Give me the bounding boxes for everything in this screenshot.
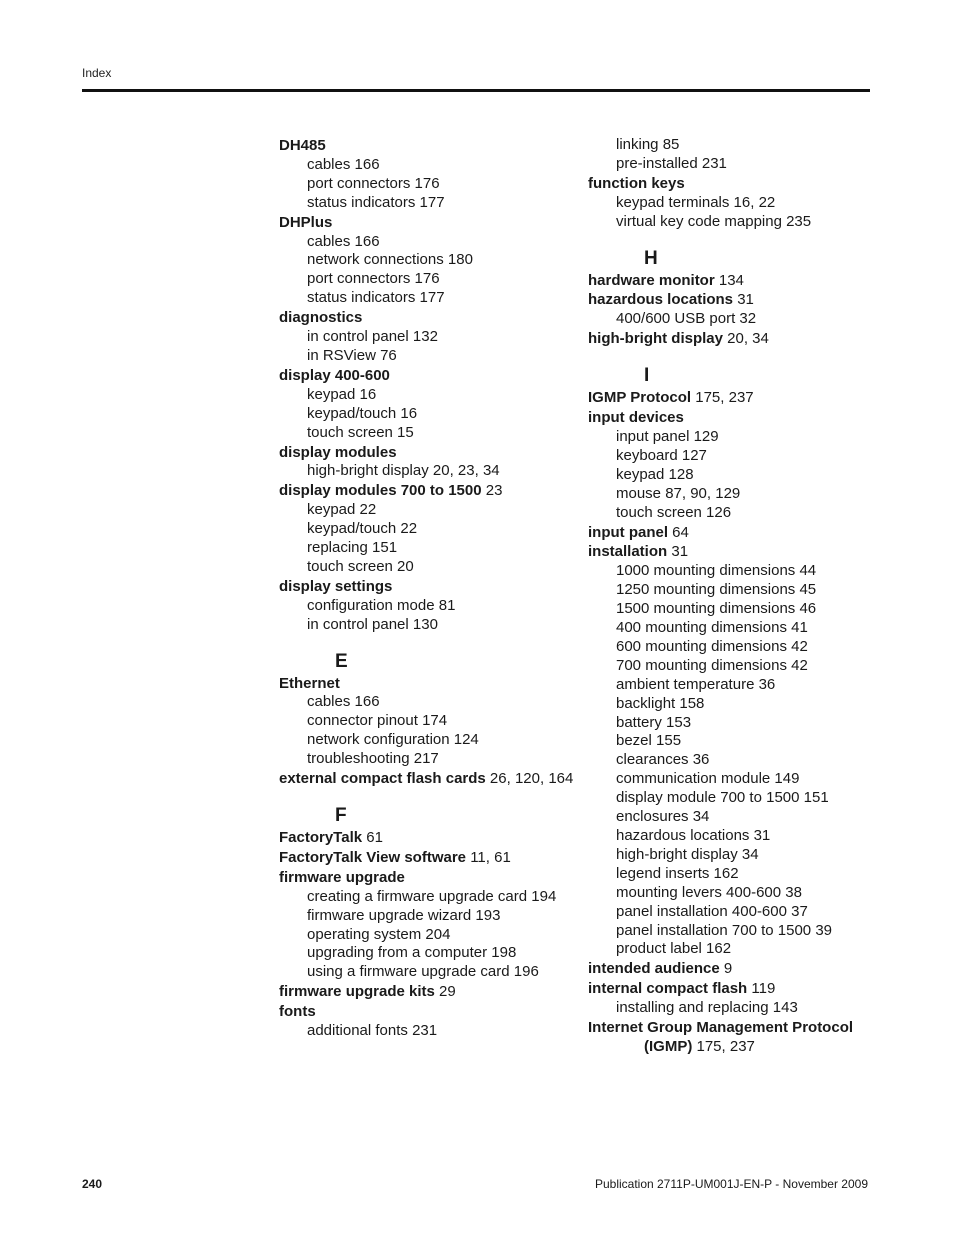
index-subentry: virtual key code mapping 235: [616, 212, 812, 230]
index-entry: [588, 175, 888, 194]
index-subentry: 1250 mounting dimensions 45: [616, 581, 817, 599]
index-subentry: using a firmware upgrade card 196: [307, 963, 539, 981]
index-subentry: linking 85: [616, 136, 680, 153]
index-subentry: product label 162: [616, 940, 732, 958]
index-subentry: enclosures 34: [616, 808, 710, 826]
index-entry: [279, 137, 579, 156]
index-letter-heading: H: [644, 247, 658, 269]
index-entry: [279, 675, 579, 694]
index-page-refs: 9: [719, 960, 733, 978]
index-term: display 400-600: [279, 366, 390, 384]
index-entry: [279, 869, 579, 888]
index-page-refs: 134: [714, 271, 744, 289]
index-page-refs: 23: [481, 482, 503, 500]
index-page-refs: 26, 120, 164: [485, 770, 574, 788]
index-entry: [588, 409, 888, 428]
running-header: Index: [82, 66, 112, 80]
index-subentry: status indicators 177: [307, 193, 445, 211]
publication-info: Publication 2711P-UM001J-EN-P - November 2009: [594, 1177, 868, 1191]
index-subentry: keypad 128: [616, 465, 694, 483]
index-subentry: battery 153: [616, 713, 692, 731]
index-term: input panel: [588, 523, 668, 541]
index-entry: [279, 1003, 579, 1022]
index-entry: [588, 980, 888, 999]
index-entry: [279, 309, 579, 328]
index-subentry: in RSView 76: [307, 346, 397, 364]
index-subentry: keypad 16: [307, 385, 377, 403]
index-subentry: additional fonts 231: [307, 1022, 438, 1040]
index-subentry: cables 166: [307, 232, 380, 250]
index-letter-heading: F: [335, 805, 347, 826]
index-term: hardware monitor: [588, 271, 715, 289]
index-subentry: 400/600 USB port 32: [616, 310, 757, 328]
index-subentry: touch screen 20: [307, 557, 414, 575]
index-subentry: 1500 mounting dimensions 46: [616, 600, 817, 618]
index-letter-heading: I: [644, 365, 650, 387]
index-term: Internet Group Management Protocol: [588, 1019, 854, 1037]
index-subentry: cables 166: [307, 693, 380, 711]
index-subentry: operating system 204: [307, 925, 451, 943]
index-page-refs: 11, 61: [466, 848, 511, 866]
index-subentry: in control panel 130: [307, 615, 438, 633]
index-subentry: pre-installed 231: [616, 154, 727, 172]
index-subentry: panel installation 700 to 1500 39: [616, 921, 833, 939]
index-subentry: cables 166: [307, 155, 380, 173]
index-term: firmware upgrade kits: [279, 983, 435, 1001]
index-subentry: configuration mode 81: [307, 596, 456, 614]
index-entry: [279, 849, 579, 868]
index-page-refs: 175, 237: [692, 1037, 755, 1055]
index-column-left: [279, 136, 579, 1041]
index-subentry: in control panel 132: [307, 328, 438, 346]
index-column-right: [588, 136, 888, 1057]
index-subentry: creating a firmware upgrade card 194: [307, 887, 557, 905]
index-letter-heading: E: [335, 650, 348, 672]
index-subentry: port connectors 176: [307, 270, 440, 288]
index-subentry: bezel 155: [616, 732, 682, 750]
index-subentry: troubleshooting 217: [307, 750, 439, 768]
index-subentry: ambient temperature 36: [616, 675, 776, 693]
index-term: FactoryTalk: [279, 829, 363, 846]
index-entry: [279, 444, 579, 463]
index-entry: [588, 1019, 888, 1038]
index-subentry: mounting levers 400-600 38: [616, 883, 802, 901]
index-page-refs: 119: [747, 980, 776, 998]
index-subentry: 1000 mounting dimensions 44: [616, 562, 817, 580]
index-subentry: touch screen 126: [616, 503, 732, 521]
index-entry: [279, 482, 579, 501]
index-term: fonts: [279, 1003, 316, 1021]
index-entry: [588, 330, 888, 349]
index-term: diagnostics: [279, 309, 363, 327]
index-subentry: firmware upgrade wizard 193: [307, 906, 501, 924]
index-entry: [279, 367, 579, 386]
index-subentry: keypad/touch 16: [307, 404, 418, 422]
index-subentry: panel installation 400-600 37: [616, 902, 808, 920]
index-subentry: 400 mounting dimensions 41: [616, 619, 808, 637]
index-entry: [588, 543, 888, 562]
index-term: intended audience: [588, 960, 720, 978]
index-subentry: mouse 87, 90, 129: [616, 484, 741, 502]
index-page-refs: 64: [668, 523, 689, 541]
index-entry: [588, 960, 888, 979]
index-page-refs: 29: [434, 983, 456, 1001]
index-term: installation: [588, 543, 668, 561]
index-page-refs: 31: [733, 291, 754, 309]
index-term: display settings: [279, 577, 393, 595]
index-subentry: status indicators 177: [307, 289, 445, 307]
index-term: DHPlus: [279, 213, 333, 231]
index-subentry: replacing 151: [307, 539, 398, 557]
index-term: input devices: [588, 409, 684, 427]
index-entry: [279, 829, 579, 848]
index-subentry: network configuration 124: [307, 731, 479, 749]
index-subentry: 700 mounting dimensions 42: [616, 656, 808, 674]
index-term: function keys: [588, 174, 685, 192]
index-entry: [588, 272, 888, 291]
index-subentry: display module 700 to 1500 151: [616, 789, 829, 807]
index-term: display modules: [279, 443, 397, 461]
index-term: firmware upgrade: [279, 868, 405, 886]
index-term: (IGMP): [644, 1037, 693, 1055]
index-term: hazardous locations: [588, 291, 734, 309]
index-entry: [279, 770, 579, 789]
index-subentry: keypad 22: [307, 501, 377, 519]
index-subentry: clearances 36: [616, 751, 710, 769]
index-subentry: 600 mounting dimensions 42: [616, 637, 808, 655]
header-rule: [82, 89, 870, 92]
index-page-refs: 175, 237: [691, 389, 754, 407]
index-entry: [588, 524, 888, 543]
index-entry: [279, 983, 579, 1002]
index-term: internal compact flash: [588, 980, 748, 998]
index-term: IGMP Protocol: [588, 389, 692, 407]
page-number: 240: [82, 1177, 103, 1191]
index-subentry: input panel 129: [616, 427, 719, 445]
index-page-refs: 31: [667, 543, 689, 561]
index-term: Ethernet: [279, 674, 340, 692]
index-term: external compact flash cards: [279, 770, 486, 788]
index-subentry: communication module 149: [616, 770, 800, 788]
index-subentry: installing and replacing 143: [616, 999, 798, 1017]
index-page-refs: 20, 34: [723, 330, 769, 348]
index-subentry: keyboard 127: [616, 446, 707, 464]
index-subentry: touch screen 15: [307, 423, 414, 441]
index-subentry: backlight 158: [616, 694, 705, 712]
index-subentry: high-bright display 20, 23, 34: [307, 462, 500, 480]
index-term: high-bright display: [588, 330, 723, 348]
index-subentry: hazardous locations 31: [616, 827, 771, 844]
index-subentry: keypad terminals 16, 22: [616, 193, 776, 211]
index-subentry: keypad/touch 22: [307, 520, 418, 538]
index-subentry: high-bright display 34: [616, 845, 759, 863]
index-entry: [279, 214, 579, 233]
index-subentry: upgrading from a computer 198: [307, 944, 517, 962]
index-subentry: port connectors 176: [307, 174, 440, 192]
index-page-refs: 61: [362, 829, 383, 846]
index-subentry: legend inserts 162: [616, 864, 739, 882]
index-term: DH485: [279, 137, 326, 154]
index-entry: [588, 1038, 888, 1057]
index-term: FactoryTalk View software: [279, 848, 467, 866]
index-entry: [279, 578, 579, 597]
index-entry: [588, 291, 888, 310]
index-term: display modules 700 to 1500: [279, 482, 482, 500]
index-subentry: connector pinout 174: [307, 712, 448, 730]
index-subentry: network connections 180: [307, 251, 473, 269]
index-entry: [588, 389, 888, 408]
